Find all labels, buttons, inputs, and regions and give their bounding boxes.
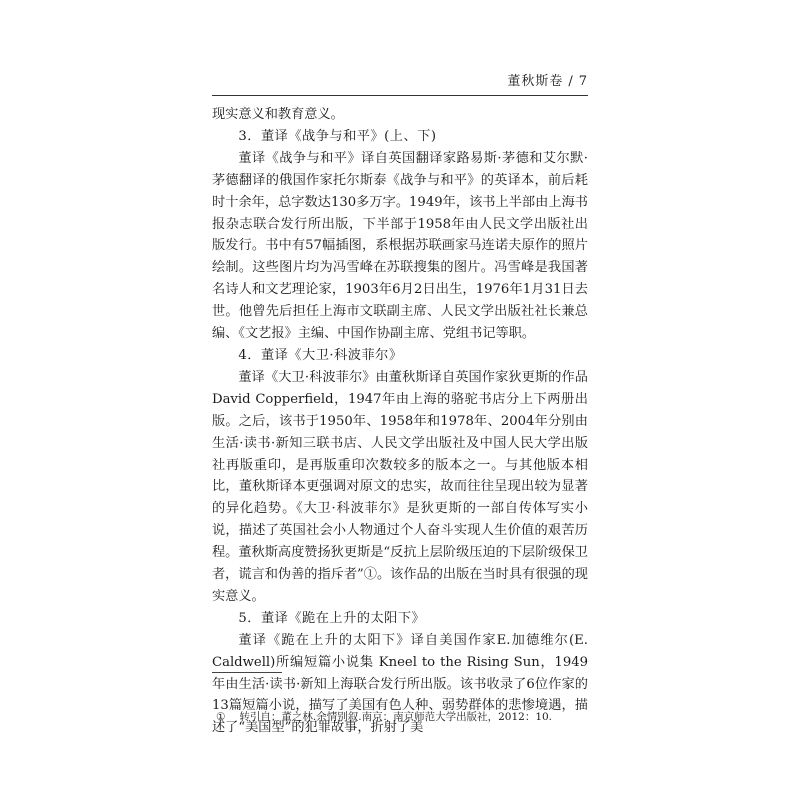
- paragraph-war-and-peace: 董译《战争与和平》译自英国翻译家路易斯·茅德和艾尔默·茅德翻译的俄国作家托尔斯泰《战争与和平》的英译本，前后耗时十余年，总字数达130多万字。1949年，该书上半部由上海书报杂志联合发行所出版，下半部于1958年由人民文学出版社出版发行。书中有57幅插图，系根据苏联画家马连诺夫原作的照片绘制。这些图片均为冯雪峰在苏联搜集的图片。冯雪峰是我国著名诗人和文艺理论家，1903年6月2日出生，1976年1月31日去世。他曾先后担任上海市文联副主席、人民文学出版社社长兼总编、《文艺报》主编、中国作协副主席、党组书记等职。: [212, 150, 588, 342]
- footnote-rule: [212, 672, 282, 673]
- footnote: [216, 710, 588, 724]
- header-separator: /: [568, 74, 574, 89]
- header-title: 董秋斯卷: [507, 74, 564, 89]
- paragraph-continuation: 现实意义和教育意义。: [212, 107, 344, 122]
- paragraph-david-copperfield: 董译《大卫·科波菲尔》由董秋斯译自英国作家狄更斯的作品 David Copperfield，1947年由上海的骆驼书店分上下两册出版。之后，该书于1950年、1958年和1978年、2004年分别由生活·读书·新知三联书店、人民文学出版社及中国人民大学出版社再版重印，是再版重印次数较多的版本之一。与其他版本相比，董秋斯译本更强调对原文的忠实，故而往往呈现出较为显著的异化趋势。《大卫·科波菲尔》是狄更斯的一部自传体写实小说，描述了英国社会小人物通过个人奋斗实现人生价值的艰苦历程。董秋斯高度赞扬狄更斯是“反抗上层阶级压迫的下层阶级保卫者，谎言和伪善的指斥者”①。该作品的出版在当时具有很强的现实意义。: [212, 369, 588, 604]
- body-text: [212, 104, 588, 739]
- footnote-mark: ①: [216, 711, 226, 723]
- footnote-text: 转引自：董之林.余情别叙.南京：南京师范大学出版社，2012：10.: [239, 711, 553, 723]
- paragraph-kneel-to-the-rising-sun: 董译《跪在上升的太阳下》译自美国作家E.加德维尔(E. Caldwell)所编短篇小说集 Kneel to the Rising Sun，1949年由生活·读书·新知上海联合发行所出版。该书收录了6位作家的13篇短篇小说，描写了美国有色人种、弱势群体的悲惨境遇，描述了“美国型”的犯罪故事，折射了美: [212, 632, 588, 736]
- page-number: 7: [578, 74, 588, 89]
- running-header: [507, 70, 588, 89]
- section-heading-david-copperfield: 4．董译《大卫·科波菲尔》: [238, 347, 403, 363]
- header-rule: [212, 95, 588, 96]
- section-heading-kneel-to-the-rising-sun: 5．董译《跪在上升的太阳下》: [238, 610, 426, 626]
- section-heading-war-and-peace: 3．董译《战争与和平》(上、下): [238, 128, 437, 144]
